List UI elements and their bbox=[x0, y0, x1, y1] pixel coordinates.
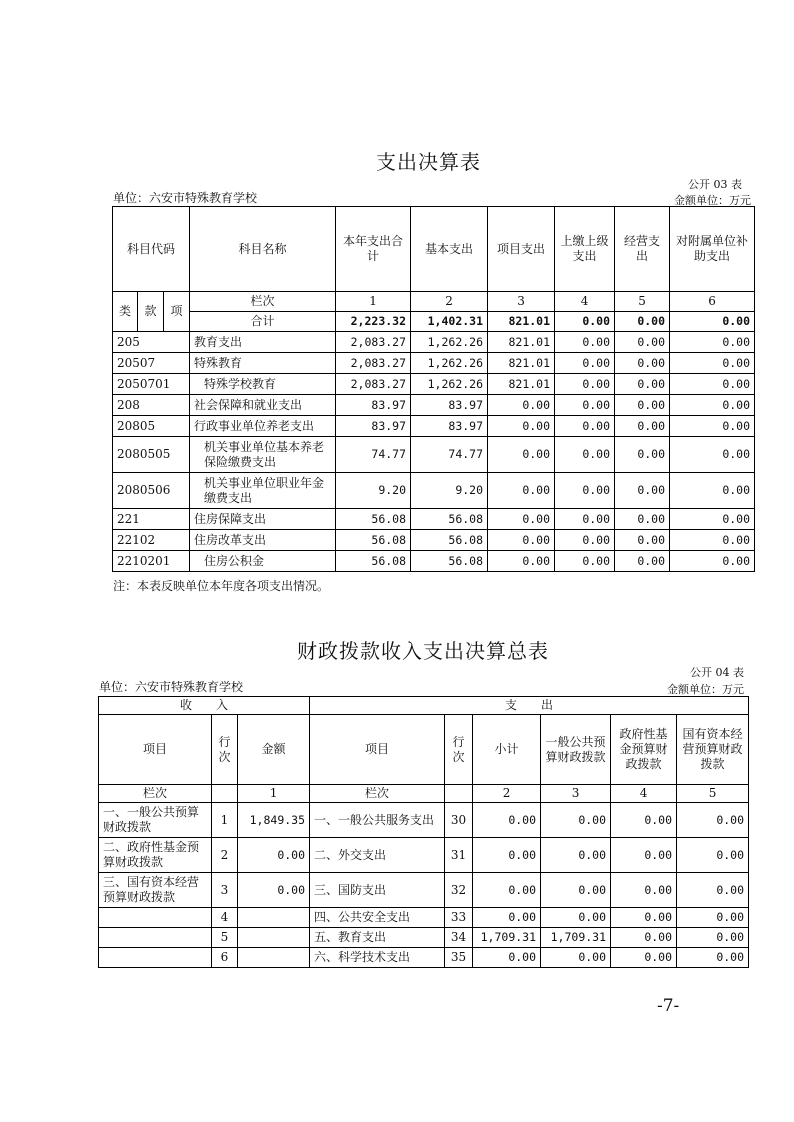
ex-value: 0.00 bbox=[611, 928, 677, 948]
expenditure-table bbox=[112, 206, 755, 572]
in-item bbox=[99, 928, 212, 948]
table-row bbox=[113, 332, 755, 353]
table1-header-row bbox=[113, 207, 755, 292]
table-row bbox=[113, 509, 755, 530]
ex-value: 0.00 bbox=[677, 928, 749, 948]
row-value: 0.00 bbox=[670, 530, 755, 551]
lanci-label: 栏次 bbox=[310, 785, 445, 803]
ex-row: 35 bbox=[445, 948, 473, 968]
col-number: 3 bbox=[541, 785, 611, 803]
col-number: 4 bbox=[555, 292, 615, 312]
ex-row: 30 bbox=[445, 803, 473, 838]
table1-title: 支出决算表 bbox=[376, 150, 481, 174]
ex-value: 0.00 bbox=[541, 948, 611, 968]
header-c4: 上缴上级支出 bbox=[555, 207, 615, 292]
in-row: 6 bbox=[212, 948, 238, 968]
row-value: 0.00 bbox=[488, 473, 555, 509]
ex-value: 0.00 bbox=[677, 948, 749, 968]
ex-value: 0.00 bbox=[541, 908, 611, 928]
row-value: 0.00 bbox=[615, 437, 670, 473]
lanci-label: 栏次 bbox=[190, 292, 336, 312]
in-amount bbox=[238, 908, 310, 928]
header-in-item: 项目 bbox=[99, 715, 212, 785]
row-value: 0.00 bbox=[670, 551, 755, 572]
row-value: 0.00 bbox=[615, 473, 670, 509]
table-row bbox=[99, 873, 749, 908]
row-name: 机关事业单位基本养老保险缴费支出 bbox=[190, 437, 336, 473]
in-amount bbox=[238, 928, 310, 948]
ex-value: 0.00 bbox=[611, 908, 677, 928]
row-value: 0.00 bbox=[555, 395, 615, 416]
header-general: 一般公共预算财政拨款 bbox=[541, 715, 611, 785]
ex-value: 0.00 bbox=[541, 838, 611, 873]
fiscal-summary-table bbox=[98, 696, 749, 968]
row-value: 0.00 bbox=[670, 395, 755, 416]
row-value: 9.20 bbox=[336, 473, 411, 509]
ex-value: 0.00 bbox=[611, 948, 677, 968]
row-value: 83.97 bbox=[411, 395, 488, 416]
total-value: 0.00 bbox=[615, 312, 670, 332]
table-row bbox=[113, 437, 755, 473]
ex-item: 五、教育支出 bbox=[310, 928, 445, 948]
row-name: 住房改革支出 bbox=[190, 530, 336, 551]
row-value: 56.08 bbox=[411, 509, 488, 530]
header-ex-row: 行次 bbox=[445, 715, 473, 785]
row-code: 2080505 bbox=[113, 437, 190, 473]
row-name: 住房保障支出 bbox=[190, 509, 336, 530]
row-value: 0.00 bbox=[615, 416, 670, 437]
row-code: 208 bbox=[113, 395, 190, 416]
row-value: 0.00 bbox=[488, 395, 555, 416]
ex-value: 0.00 bbox=[473, 873, 541, 908]
row-code: 205 bbox=[113, 332, 190, 353]
header-kuan: 款 bbox=[138, 292, 164, 332]
row-value: 1,262.26 bbox=[411, 332, 488, 353]
header-in-row: 行次 bbox=[212, 715, 238, 785]
header-lei: 类 bbox=[113, 292, 138, 332]
table-row bbox=[99, 803, 749, 838]
table-row bbox=[113, 530, 755, 551]
ex-value: 0.00 bbox=[473, 838, 541, 873]
row-value: 821.01 bbox=[488, 353, 555, 374]
col-number: 6 bbox=[670, 292, 755, 312]
ex-row: 34 bbox=[445, 928, 473, 948]
header-code: 科目代码 bbox=[113, 207, 190, 292]
in-item: 一、一般公共预算财政拨款 bbox=[99, 803, 212, 838]
row-value: 0.00 bbox=[670, 332, 755, 353]
table2-form-no: 公开 04 表 bbox=[690, 666, 744, 679]
table-row bbox=[113, 395, 755, 416]
row-name: 特殊教育 bbox=[190, 353, 336, 374]
row-value: 0.00 bbox=[670, 473, 755, 509]
col-number: 3 bbox=[488, 292, 555, 312]
row-value: 821.01 bbox=[488, 374, 555, 395]
col-number: 1 bbox=[336, 292, 411, 312]
col-number: 2 bbox=[411, 292, 488, 312]
total-label: 合计 bbox=[190, 312, 336, 332]
row-value: 0.00 bbox=[555, 551, 615, 572]
total-value: 0.00 bbox=[670, 312, 755, 332]
ex-value: 1,709.31 bbox=[473, 928, 541, 948]
row-value: 0.00 bbox=[488, 530, 555, 551]
row-code: 2210201 bbox=[113, 551, 190, 572]
row-value: 83.97 bbox=[411, 416, 488, 437]
col-number: 5 bbox=[615, 292, 670, 312]
ex-value: 0.00 bbox=[677, 908, 749, 928]
row-value: 0.00 bbox=[615, 551, 670, 572]
ex-value: 0.00 bbox=[473, 948, 541, 968]
row-value: 0.00 bbox=[555, 473, 615, 509]
lanci-label: 栏次 bbox=[99, 785, 212, 803]
table1-form-no: 公开 03 表 bbox=[688, 178, 742, 191]
ex-item: 一、一般公共服务支出 bbox=[310, 803, 445, 838]
ex-value: 0.00 bbox=[541, 873, 611, 908]
row-value: 0.00 bbox=[615, 395, 670, 416]
row-code: 2080506 bbox=[113, 473, 190, 509]
table2-unit: 单位：六安市特殊教育学校 bbox=[99, 680, 244, 694]
header-in-amount: 金额 bbox=[238, 715, 310, 785]
page-number: -7- bbox=[657, 996, 680, 1016]
in-row: 1 bbox=[212, 803, 238, 838]
col-number: 1 bbox=[238, 785, 310, 803]
row-name: 住房公积金 bbox=[190, 551, 336, 572]
row-code: 20507 bbox=[113, 353, 190, 374]
table-row bbox=[113, 374, 755, 395]
table-row bbox=[113, 551, 755, 572]
row-value: 0.00 bbox=[488, 551, 555, 572]
row-value: 1,262.26 bbox=[411, 374, 488, 395]
row-value: 2,083.27 bbox=[336, 374, 411, 395]
header-fund: 政府性基金预算财政拨款 bbox=[611, 715, 677, 785]
table-row bbox=[113, 353, 755, 374]
table1-unit: 单位：六安市特殊教育学校 bbox=[113, 191, 258, 205]
table-row bbox=[99, 908, 749, 928]
row-value: 56.08 bbox=[411, 551, 488, 572]
row-value: 0.00 bbox=[615, 509, 670, 530]
row-value: 0.00 bbox=[615, 374, 670, 395]
in-row: 2 bbox=[212, 838, 238, 873]
header-c6: 对附属单位补助支出 bbox=[670, 207, 755, 292]
ex-value: 0.00 bbox=[677, 873, 749, 908]
table-row bbox=[113, 416, 755, 437]
in-amount bbox=[238, 948, 310, 968]
header-c2: 基本支出 bbox=[411, 207, 488, 292]
ex-row: 31 bbox=[445, 838, 473, 873]
in-item: 二、政府性基金预算财政拨款 bbox=[99, 838, 212, 873]
row-value: 0.00 bbox=[670, 416, 755, 437]
header-c5: 经营支出 bbox=[615, 207, 670, 292]
row-value: 0.00 bbox=[615, 353, 670, 374]
row-value: 0.00 bbox=[555, 437, 615, 473]
ex-value: 1,709.31 bbox=[541, 928, 611, 948]
col-number: 2 bbox=[473, 785, 541, 803]
table2-header-row bbox=[99, 715, 749, 785]
table2-section-row bbox=[99, 697, 749, 715]
row-value: 0.00 bbox=[670, 374, 755, 395]
in-amount: 0.00 bbox=[238, 873, 310, 908]
row-value: 1,262.26 bbox=[411, 353, 488, 374]
total-value: 0.00 bbox=[555, 312, 615, 332]
table2-title: 财政拨款收入支出决算总表 bbox=[297, 639, 549, 663]
row-value: 0.00 bbox=[555, 530, 615, 551]
ex-item: 六、科学技术支出 bbox=[310, 948, 445, 968]
row-name: 特殊学校教育 bbox=[190, 374, 336, 395]
ex-value: 0.00 bbox=[473, 803, 541, 838]
ex-value: 0.00 bbox=[611, 803, 677, 838]
row-value: 56.08 bbox=[411, 530, 488, 551]
ex-value: 0.00 bbox=[677, 838, 749, 873]
col-number: 5 bbox=[677, 785, 749, 803]
table1-note: 注：本表反映单位本年度各项支出情况。 bbox=[113, 579, 330, 593]
row-value: 2,083.27 bbox=[336, 332, 411, 353]
in-amount: 0.00 bbox=[238, 838, 310, 873]
ex-value: 0.00 bbox=[611, 838, 677, 873]
row-value: 0.00 bbox=[555, 332, 615, 353]
row-value: 9.20 bbox=[411, 473, 488, 509]
income-header: 收 入 bbox=[99, 697, 310, 715]
row-value: 83.97 bbox=[336, 395, 411, 416]
header-ex-item: 项目 bbox=[310, 715, 445, 785]
row-value: 74.77 bbox=[336, 437, 411, 473]
ex-item: 四、公共安全支出 bbox=[310, 908, 445, 928]
row-value: 2,083.27 bbox=[336, 353, 411, 374]
ex-row: 32 bbox=[445, 873, 473, 908]
row-value: 0.00 bbox=[488, 416, 555, 437]
in-item bbox=[99, 908, 212, 928]
row-value: 0.00 bbox=[555, 509, 615, 530]
row-value: 0.00 bbox=[670, 353, 755, 374]
row-name: 行政事业单位养老支出 bbox=[190, 416, 336, 437]
total-value: 821.01 bbox=[488, 312, 555, 332]
in-row: 4 bbox=[212, 908, 238, 928]
row-name: 社会保障和就业支出 bbox=[190, 395, 336, 416]
in-row: 5 bbox=[212, 928, 238, 948]
row-value: 83.97 bbox=[336, 416, 411, 437]
row-value: 0.00 bbox=[615, 530, 670, 551]
col-number: 4 bbox=[611, 785, 677, 803]
row-name: 教育支出 bbox=[190, 332, 336, 353]
ex-item: 三、国防支出 bbox=[310, 873, 445, 908]
row-value: 0.00 bbox=[488, 509, 555, 530]
row-value: 0.00 bbox=[670, 509, 755, 530]
row-value: 0.00 bbox=[555, 416, 615, 437]
table-row bbox=[113, 473, 755, 509]
row-value: 56.08 bbox=[336, 530, 411, 551]
row-value: 74.77 bbox=[411, 437, 488, 473]
table-row bbox=[99, 928, 749, 948]
ex-row: 33 bbox=[445, 908, 473, 928]
row-value: 0.00 bbox=[615, 332, 670, 353]
total-value: 2,223.32 bbox=[336, 312, 411, 332]
in-item bbox=[99, 948, 212, 968]
in-item: 三、国有资本经营预算财政拨款 bbox=[99, 873, 212, 908]
header-c1: 本年支出合计 bbox=[336, 207, 411, 292]
total-value: 1,402.31 bbox=[411, 312, 488, 332]
ex-value: 0.00 bbox=[541, 803, 611, 838]
header-xiang: 项 bbox=[164, 292, 190, 332]
in-amount: 1,849.35 bbox=[238, 803, 310, 838]
row-value: 56.08 bbox=[336, 551, 411, 572]
row-code: 221 bbox=[113, 509, 190, 530]
table2-lanci-row bbox=[99, 785, 749, 803]
row-value: 0.00 bbox=[555, 374, 615, 395]
header-subtotal: 小计 bbox=[473, 715, 541, 785]
row-value: 56.08 bbox=[336, 509, 411, 530]
row-code: 2050701 bbox=[113, 374, 190, 395]
row-name: 机关事业单位职业年金缴费支出 bbox=[190, 473, 336, 509]
header-c3: 项目支出 bbox=[488, 207, 555, 292]
ex-value: 0.00 bbox=[677, 803, 749, 838]
row-value: 0.00 bbox=[488, 437, 555, 473]
row-code: 20805 bbox=[113, 416, 190, 437]
header-name: 科目名称 bbox=[190, 207, 336, 292]
row-value: 0.00 bbox=[555, 353, 615, 374]
row-value: 0.00 bbox=[670, 437, 755, 473]
table1-currency: 金额单位：万元 bbox=[674, 194, 751, 207]
in-row: 3 bbox=[212, 873, 238, 908]
table2-currency: 金额单位：万元 bbox=[667, 683, 744, 696]
table1-total-row bbox=[113, 312, 755, 332]
header-state: 国有资本经营预算财政拨款 bbox=[677, 715, 749, 785]
expense-header: 支 出 bbox=[310, 697, 749, 715]
table-row bbox=[99, 948, 749, 968]
ex-value: 0.00 bbox=[611, 873, 677, 908]
table-row bbox=[99, 838, 749, 873]
ex-item: 二、外交支出 bbox=[310, 838, 445, 873]
row-code: 22102 bbox=[113, 530, 190, 551]
ex-value: 0.00 bbox=[473, 908, 541, 928]
table1-lanci-row bbox=[113, 292, 755, 312]
row-value: 821.01 bbox=[488, 332, 555, 353]
